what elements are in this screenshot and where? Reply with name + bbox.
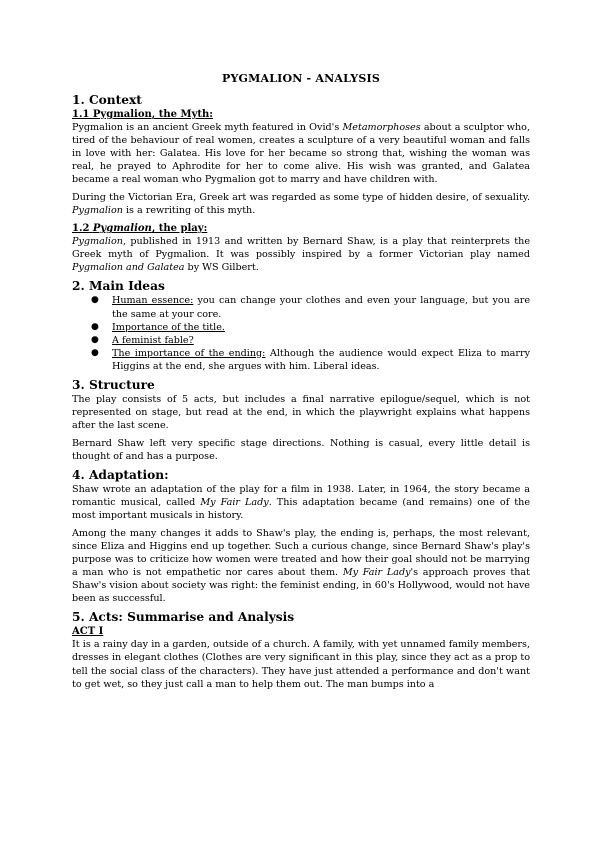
subsection-heading-play: 1.2 Pygmalion, the play: bbox=[72, 223, 208, 235]
list-item: ● Importance of the title. bbox=[91, 321, 225, 333]
paragraph-play: Pygmalion, published in 1913 and written by Bernard Shaw, is a play that reinterprets the Greek myth of Pygmalion. It was possibly inspired by a former Victorian play named Pygmalion and Galatea by WS Gilbert. bbox=[72, 236, 530, 274]
section-heading-adaptation: 4. Adaptation: bbox=[72, 467, 169, 482]
paragraph-act-one: It is a rainy day in a garden, outside of a church. A family, with yet unnamed family members, dresses in elegant clothes (Clothes are very significant in this play, since they act as a prop to tell the social class of the characters). They have just attended a performance and don't want to get wet, so they just call a man to help them out. The man bumps into a bbox=[72, 639, 530, 690]
bullet-icon: ● bbox=[91, 295, 99, 306]
list-item: ● Human essence: you can change your clothes and even your language, but you are the same at your core. bbox=[91, 295, 530, 320]
main-ideas-list bbox=[72, 294, 530, 372]
act-heading-act-one: ACT I bbox=[72, 626, 104, 638]
section-heading-main-ideas: 2. Main Ideas bbox=[72, 279, 165, 294]
page-content bbox=[72, 72, 530, 691]
paragraph-adaptation-film: Shaw wrote an adaptation of the play for a film in 1938. Later, in 1964, the story became a romantic musical, called My Fair Lady. This adaptation became (and remains) one of the most important musicals in history. bbox=[72, 483, 530, 522]
paragraph-adaptation-ending: Among the many changes it adds to Shaw's play, the ending is, perhaps, the most relevant, since Eliza and Higgins end up together. Such a curious change, since Bernard Shaw's play's purpose was to criticize how women were treated and how their goal should not be marrying a man who is not empathetic nor cares about them. My Fair Lady's approach proves that Shaw's vision about society was right: the feminist ending, in 60's Hollywood, would not have been as successful. bbox=[72, 528, 530, 605]
paragraph-victorian-era: During the Victorian Era, Greek art was regarded as some type of hidden desire, of sexuality. Pygmalion is a rewriting of this myth. bbox=[72, 192, 530, 217]
section-heading-structure: 3. Structure bbox=[72, 377, 155, 392]
document-title: PYGMALION - ANALYSIS bbox=[221, 72, 380, 85]
paragraph-myth: Pygmalion is an ancient Greek myth featured in Ovid's Metamorphoses about a sculptor who, tired of the behaviour of real women, creates a sculpture of a very beautiful woman and falls in love with her: Galatea. His love for her became so strong that, wishing the woman was real, he prayed to Aphrodite for her to come alive. His wish was granted, and Galatea became a real woman who Pygmalion got to marry and have children with. bbox=[72, 122, 530, 186]
subsection-heading-myth: 1.1 Pygmalion, the Myth: bbox=[72, 109, 213, 120]
list-item: ● The importance of the ending: Although the audience would expect Eliza to marry Higgins at the end, she argues with him. Liberal ideas. bbox=[91, 347, 530, 372]
bullet-icon: ● bbox=[91, 334, 99, 345]
paragraph-stage-directions: Bernard Shaw left very specific stage directions. Nothing is casual, every little detail is thought of and has a purpose. bbox=[72, 437, 530, 462]
section-heading-context: 1. Context bbox=[72, 93, 142, 107]
list-item: ● A feminist fable? bbox=[91, 334, 194, 346]
bullet-icon: ● bbox=[91, 347, 99, 358]
bullet-icon: ● bbox=[91, 321, 99, 332]
paragraph-structure-acts: The play consists of 5 acts, but includes a final narrative epilogue/sequel, which is not represented on stage, but read at the end, in which the playwright explains what happens after the last scene. bbox=[72, 393, 530, 431]
section-heading-acts: 5. Acts: Summarise and Analysis bbox=[72, 610, 295, 625]
